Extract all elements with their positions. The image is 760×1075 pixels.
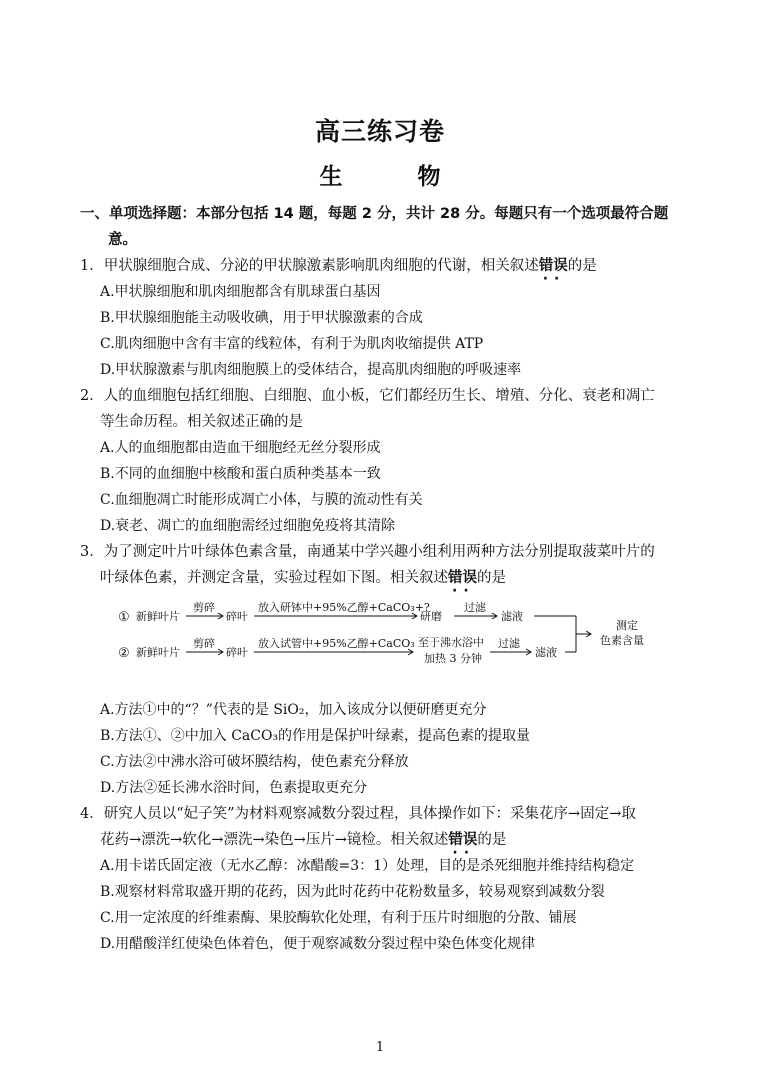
question-3-stem-pre: 叶绿体色素，并测定含量，实验过程如下图。相关叙述 — [100, 570, 448, 586]
section-heading: 一、单项选择题：本部分包括 14 题，每题 2 分，共计 28 分。每题只有一个选项最符合题 — [80, 206, 669, 222]
question-3-option-c: C.方法②中沸水浴可破坏膜结构，使色素充分释放 — [100, 754, 409, 770]
measure-1: 测定 — [616, 619, 638, 632]
method-2-label: ② — [118, 646, 130, 661]
question-4-emphasis: 错误 ·· — [448, 832, 477, 848]
question-2-option-c: C.血细胞凋亡时能形成凋亡小体，与膜的流动性有关 — [100, 492, 423, 508]
method-2-step: 放入试管中+95%乙醇+CaCO₃ — [258, 637, 415, 650]
question-4-stem-pre: 花药→漂洗→软化→漂洗→染色→压片→镜检。相关叙述 — [100, 832, 449, 848]
method-1-filter: 过滤 — [464, 601, 486, 614]
question-2-option-d: D.衰老、凋亡的血细胞需经过细胞免疫将其清除 — [100, 518, 396, 534]
question-1-option-b: B.甲状腺细胞能主动吸收碘，用于甲状腺激素的合成 — [100, 310, 423, 326]
question-1-stem-pre: 1．甲状腺细胞合成、分泌的甲状腺激素影响肌肉细胞的代谢，相关叙述 — [80, 258, 539, 274]
method-2-filtrate: 滤液 — [535, 646, 557, 659]
question-2-option-a: A.人的血细胞都由造血干细胞经无丝分裂形成 — [100, 440, 381, 456]
question-2-stem-1: 2．人的血细胞包括红细胞、白细胞、血小板，它们都经历生长、增殖、分化、衰老和凋亡 — [80, 388, 655, 404]
question-1-stem-post: 的是 — [567, 258, 597, 274]
question-1-option-d: D.甲状腺激素与肌肉细胞膜上的受体结合，提高肌肉细胞的呼吸速率 — [100, 362, 522, 378]
method-1-cut: 剪碎 — [193, 601, 215, 614]
measure-2: 色素含量 — [600, 634, 644, 647]
method-2-filter: 过滤 — [498, 637, 520, 650]
question-2-option-b: B.不同的血细胞中核酸和蛋白质种类基本一致 — [100, 466, 381, 482]
method-2-broken: 碎叶 — [226, 646, 248, 659]
question-1-option-a: A.甲状腺细胞和肌肉细胞都含有肌球蛋白基因 — [100, 284, 381, 300]
question-4-stem-post: 的是 — [477, 832, 507, 848]
experiment-flow-diagram — [110, 600, 670, 670]
question-3-stem-post: 的是 — [477, 570, 506, 586]
question-3-stem-2 — [100, 568, 506, 588]
question-1-emphasis: 错误 ·· — [539, 258, 568, 274]
method-2-boil-1: 至于沸水浴中 — [418, 636, 484, 649]
section-heading-cont: 意。 — [108, 232, 137, 248]
question-4-option-b: B.观察材料常取盛开期的花药，因为此时花药中花粉数量多，较易观察到减数分裂 — [100, 884, 605, 900]
question-3-option-d: D.方法②延长沸水浴时间，色素提取更充分 — [100, 780, 368, 796]
method-1-broken: 碎叶 — [226, 610, 248, 623]
subject-title: 生 物 — [319, 163, 467, 190]
method-1-leaf: 新鲜叶片 — [136, 610, 180, 623]
page-title: 高三练习卷 — [314, 117, 445, 146]
question-4-stem-1: 4．研究人员以“妃子笑”为材料观察减数分裂过程，具体操作如下：采集花序→固定→取 — [80, 806, 636, 822]
question-4-option-a: A.用卡诺氏固定液（无水乙醇：冰醋酸=3：1）处理，目的是杀死细胞并维持结构稳定 — [100, 858, 635, 874]
question-3-option-b: B.方法①、②中加入 CaCO₃的作用是保护叶绿素，提高色素的提取量 — [100, 728, 531, 744]
method-2-cut: 剪碎 — [193, 637, 215, 650]
method-2-boil-2: 加热 3 分钟 — [424, 652, 482, 665]
question-2-stem-2: 等生命历程。相关叙述正确的是 — [100, 414, 303, 430]
question-3-option-a: A.方法①中的“？”代表的是 SiO₂，加入该成分以便研磨更充分 — [100, 702, 487, 718]
method-1-step: 放入研钵中+95%乙醇+CaCO₃+? — [258, 601, 430, 614]
question-1-option-c: C.肌肉细胞中含有丰富的线粒体，有利于为肌肉收缩提供 ATP — [100, 336, 484, 352]
question-4-option-d: D.用醋酸洋红使染色体着色，便于观察减数分裂过程中染色体变化规律 — [100, 936, 536, 952]
method-1-filtrate: 滤液 — [501, 610, 523, 623]
question-4-stem-2 — [100, 830, 506, 850]
page-number: 1 — [375, 1040, 385, 1055]
question-1-stem — [80, 256, 597, 276]
method-1-grind: 研磨 — [420, 610, 442, 623]
method-2-leaf: 新鲜叶片 — [136, 646, 180, 659]
question-3-stem-1: 3．为了测定叶片叶绿体色素含量，南通某中学兴趣小组利用两种方法分别提取菠菜叶片的 — [80, 544, 655, 560]
method-1-label: ① — [118, 610, 130, 625]
question-4-option-c: C.用一定浓度的纤维素酶、果胶酶软化处理，有利于压片时细胞的分散、铺展 — [100, 910, 577, 926]
question-3-emphasis: 错误 ·· — [448, 570, 477, 586]
